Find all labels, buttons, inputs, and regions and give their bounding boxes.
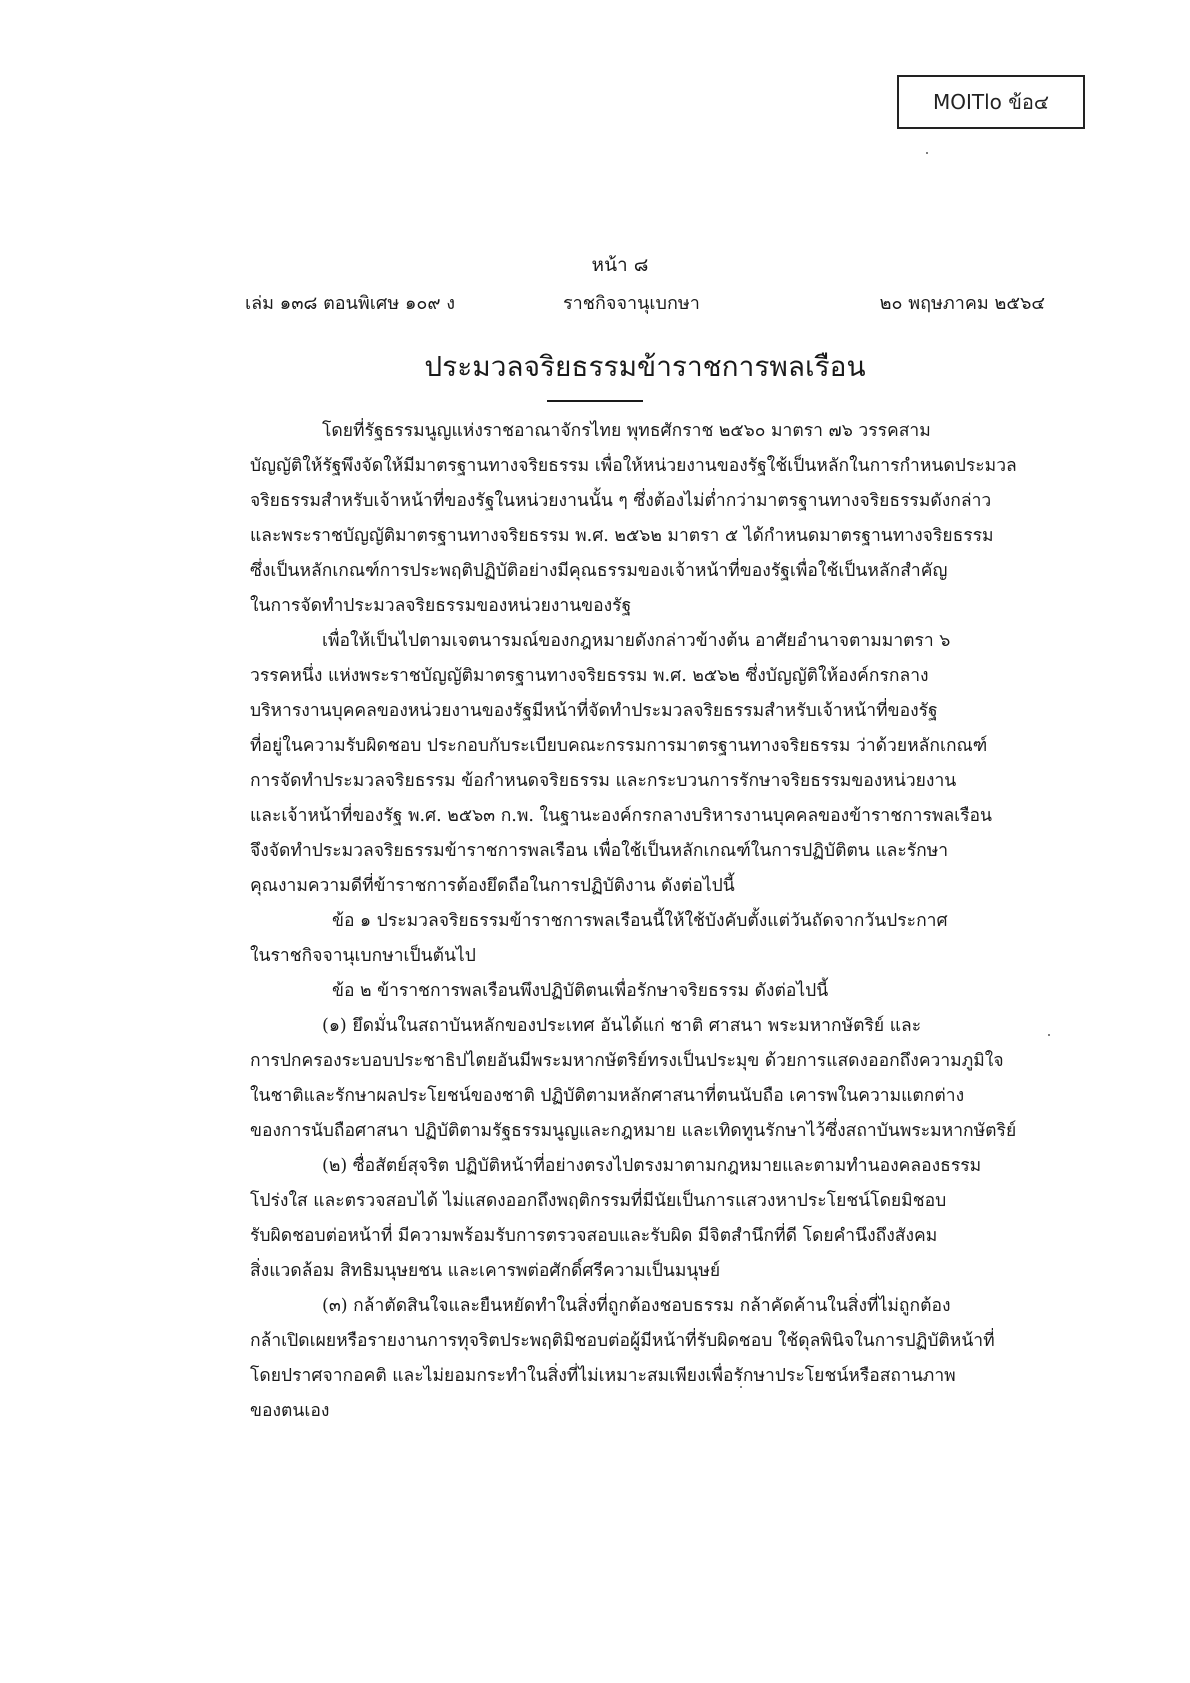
text-line: โปร่งใส และตรวจสอบได้ ไม่แสดงออกถึงพฤติกรรมที่มีนัยเป็นการแสวงหาประโยชน์โดยมิชอบ bbox=[250, 1191, 947, 1211]
text-line: ในชาติและรักษาผลประโยชน์ของชาติ ปฏิบัติตามหลักศาสนาที่ตนนับถือ เคารพในความแตกต่าง bbox=[250, 1086, 965, 1106]
text-line: และเจ้าหน้าที่ของรัฐ พ.ศ. ๒๕๖๓ ก.พ. ในฐานะองค์กรกลางบริหารงานบุคคลของข้าราชการพลเรือน bbox=[250, 806, 993, 826]
text-line: โดยปราศจากอคติ และไม่ยอมกระทำในสิ่งที่ไม่เหมาะสมเพียงเพื่อรักษาประโยชน์หรือสถานภาพ bbox=[250, 1366, 956, 1386]
publication-date: ๒๐ พฤษภาคม ๒๕๖๔ bbox=[879, 293, 1045, 314]
document-title: ประมวลจริยธรรมข้าราชการพลเรือน bbox=[424, 350, 866, 383]
scan-speck bbox=[926, 152, 928, 154]
item-line: (๓) กล้าตัดสินใจและยืนหยัดทำในสิ่งที่ถูกต้องชอบธรรม กล้าคัดค้านในสิ่งที่ไม่ถูกต้อง bbox=[322, 1296, 951, 1316]
text-line: กล้าเปิดเผยหรือรายงานการทุจริตประพฤติมิชอบต่อผู้มีหน้าที่รับผิดชอบ ใช้ดุลพินิจในการปฏิบัติหน้าที่ bbox=[250, 1331, 995, 1351]
text-line: การจัดทำประมวลจริยธรรม ข้อกำหนดจริยธรรม และกระบวนการรักษาจริยธรรมของหน่วยงาน bbox=[250, 771, 957, 791]
text-line: การปกครองระบอบประชาธิปไตยอันมีพระมหากษัตริย์ทรงเป็นประมุข ด้วยการแสดงออกถึงความภูมิใจ bbox=[250, 1051, 1004, 1071]
text-line: ในราชกิจจานุเบกษาเป็นต้นไป bbox=[250, 946, 476, 966]
title-underline bbox=[547, 400, 643, 402]
text-line: ของการนับถือศาสนา ปฏิบัติตามรัฐธรรมนูญและกฎหมาย และเทิดทูนรักษาไว้ซึ่งสถาบันพระมหากษัตริย์ bbox=[250, 1121, 1017, 1141]
clause-line: ข้อ ๒ ข้าราชการพลเรือนพึงปฏิบัติตนเพื่อรักษาจริยธรรม ดังต่อไปนี้ bbox=[332, 981, 829, 1001]
item-line: (๑) ยึดมั่นในสถาบันหลักของประเทศ อันได้แก่ ชาติ ศาสนา พระมหากษัตริย์ และ bbox=[322, 1016, 922, 1036]
document-code-stamp bbox=[897, 75, 1085, 129]
text-line: วรรคหนึ่ง แห่งพระราชบัญญัติมาตรฐานทางจริยธรรม พ.ศ. ๒๕๖๒ ซึ่งบัญญัติให้องค์กรกลาง bbox=[250, 666, 929, 686]
text-line: และพระราชบัญญัติมาตรฐานทางจริยธรรม พ.ศ. ๒๕๖๒ มาตรา ๕ ได้กำหนดมาตรฐานทางจริยธรรม bbox=[250, 526, 994, 546]
text-line: เพื่อให้เป็นไปตามเจตนารมณ์ของกฎหมายดังกล่าวข้างต้น อาศัยอำนาจตามมาตรา ๖ bbox=[322, 631, 951, 651]
stamp-label: MOITlo ข้อ๔ bbox=[932, 90, 1050, 114]
text-line: บัญญัติให้รัฐพึงจัดให้มีมาตรฐานทางจริยธรรม เพื่อให้หน่วยงานของรัฐใช้เป็นหลักในการกำหนดประมวล bbox=[250, 456, 1017, 476]
text-line: ที่อยู่ในความรับผิดชอบ ประกอบกับระเบียบคณะกรรมการมาตรฐานทางจริยธรรม ว่าด้วยหลักเกณฑ์ bbox=[250, 736, 988, 756]
publication-name: ราชกิจจานุเบกษา bbox=[563, 293, 700, 314]
document-body bbox=[250, 414, 1045, 1429]
volume-issue: เล่ม ๑๓๘ ตอนพิเศษ ๑๐๙ ง bbox=[245, 293, 456, 314]
text-line: ของตนเอง bbox=[250, 1401, 330, 1421]
scan-speck bbox=[1048, 1034, 1050, 1036]
text-line: โดยที่รัฐธรรมนูญแห่งราชอาณาจักรไทย พุทธศักราช ๒๕๖๐ มาตรา ๗๖ วรรคสาม bbox=[322, 421, 931, 441]
page-number: หน้า ๘ bbox=[591, 254, 649, 276]
text-line: จริยธรรมสำหรับเจ้าหน้าที่ของรัฐในหน่วยงานนั้น ๆ ซึ่งต้องไม่ต่ำกว่ามาตรฐานทางจริยธรรมดังกล่าว bbox=[250, 491, 992, 511]
text-line: ในการจัดทำประมวลจริยธรรมของหน่วยงานของรัฐ bbox=[250, 596, 632, 616]
text-line: จึงจัดทำประมวลจริยธรรมข้าราชการพลเรือน เพื่อใช้เป็นหลักเกณฑ์ในการปฏิบัติตน และรักษา bbox=[250, 841, 949, 861]
text-line: สิ่งแวดล้อม สิทธิมนุษยชน และเคารพต่อศักดิ์ศรีความเป็นมนุษย์ bbox=[250, 1261, 721, 1281]
text-line: ซึ่งเป็นหลักเกณฑ์การประพฤติปฏิบัติอย่างมีคุณธรรมของเจ้าหน้าที่ของรัฐเพื่อใช้เป็นหลักสำคัญ bbox=[250, 561, 948, 581]
item-line: (๒) ซื่อสัตย์สุจริต ปฏิบัติหน้าที่อย่างตรงไปตรงมาตามกฎหมายและตามทำนองคลองธรรม bbox=[322, 1156, 982, 1176]
text-line: คุณงามความดีที่ข้าราชการต้องยึดถือในการปฏิบัติงาน ดังต่อไปนี้ bbox=[250, 876, 735, 896]
gazette-header bbox=[245, 288, 1045, 318]
clause-line: ข้อ ๑ ประมวลจริยธรรมข้าราชการพลเรือนนี้ให้ใช้บังคับตั้งแต่วันถัดจากวันประกาศ bbox=[332, 911, 948, 931]
text-line: รับผิดชอบต่อหน้าที่ มีความพร้อมรับการตรวจสอบและรับผิด มีจิตสำนึกที่ดี โดยคำนึงถึงสังคม bbox=[250, 1226, 938, 1246]
text-line: บริหารงานบุคคลของหน่วยงานของรัฐมีหน้าที่จัดทำประมวลจริยธรรมสำหรับเจ้าหน้าที่ของรัฐ bbox=[250, 701, 938, 721]
